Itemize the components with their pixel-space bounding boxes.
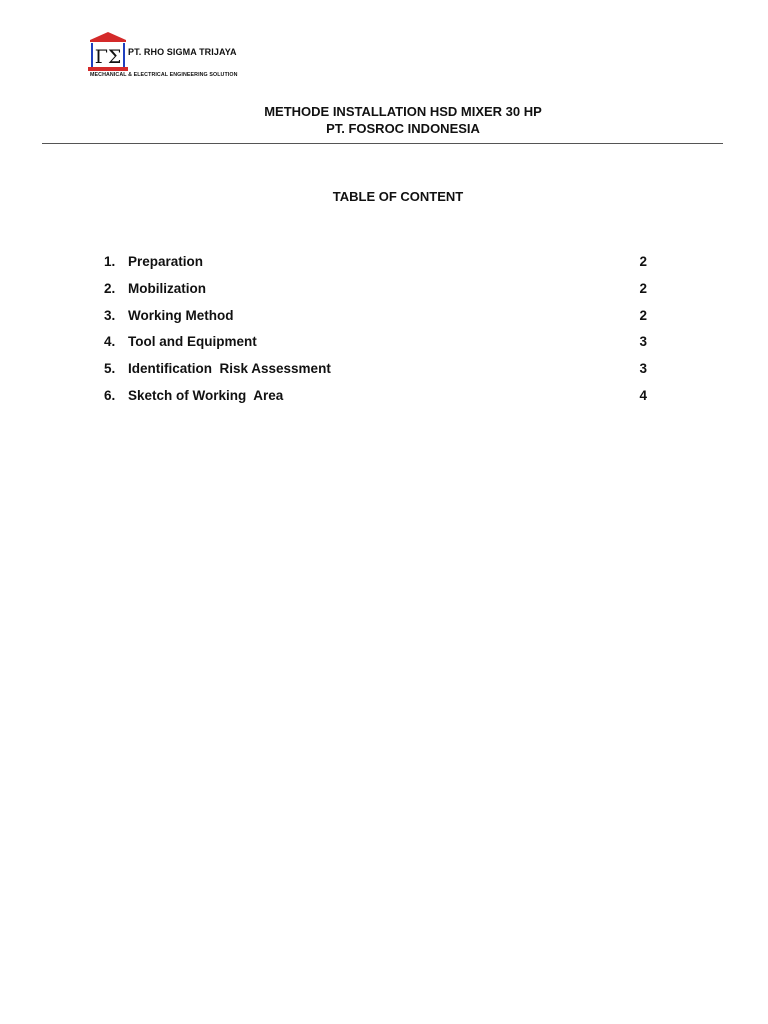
toc-item (104, 281, 649, 308)
toc-item-label: Sketch of Working Area (128, 387, 284, 403)
toc-item-label: Preparation (128, 254, 204, 269)
toc-item-label: Identification Risk Assessment (128, 361, 331, 377)
toc-item-page: 3 (639, 361, 647, 377)
table-of-contents (104, 254, 649, 415)
toc-item-number: 6. (104, 387, 116, 403)
company-emblem-icon (88, 32, 130, 72)
document-subtitle: PT. FOSROC INDONESIA (326, 121, 480, 136)
toc-item (104, 361, 649, 388)
toc-item (104, 334, 649, 361)
toc-item-label: Working Method (128, 307, 234, 323)
document-title: METHODE INSTALLATION HSD MIXER 30 HP (264, 104, 542, 119)
toc-item-page: 2 (639, 307, 647, 323)
company-logo (88, 32, 248, 82)
toc-item-label: Tool and Equipment (128, 334, 257, 350)
toc-item (104, 254, 649, 281)
toc-item-label: Mobilization (128, 280, 206, 296)
toc-heading: TABLE OF CONTENT (332, 189, 464, 204)
toc-item-number: 4. (104, 334, 116, 350)
logo-company-name: PT. RHO SIGMA TRIJAYA (128, 47, 237, 57)
toc-item-number: 2. (104, 280, 116, 296)
toc-item-page: 2 (639, 254, 647, 269)
toc-item-page: 2 (639, 280, 647, 296)
toc-item-page: 3 (639, 334, 647, 350)
logo-tagline: MECHANICAL & ELECTRICAL ENGINEERING SOLUTION (90, 72, 238, 78)
toc-item-page: 4 (639, 387, 647, 403)
toc-item-number: 1. (104, 254, 116, 269)
toc-item (104, 308, 649, 335)
logo-glyphs: ΓΣ (94, 46, 122, 68)
header-divider (42, 143, 723, 144)
toc-item-number: 5. (104, 361, 116, 377)
toc-item-number: 3. (104, 307, 116, 323)
toc-item (104, 388, 649, 415)
